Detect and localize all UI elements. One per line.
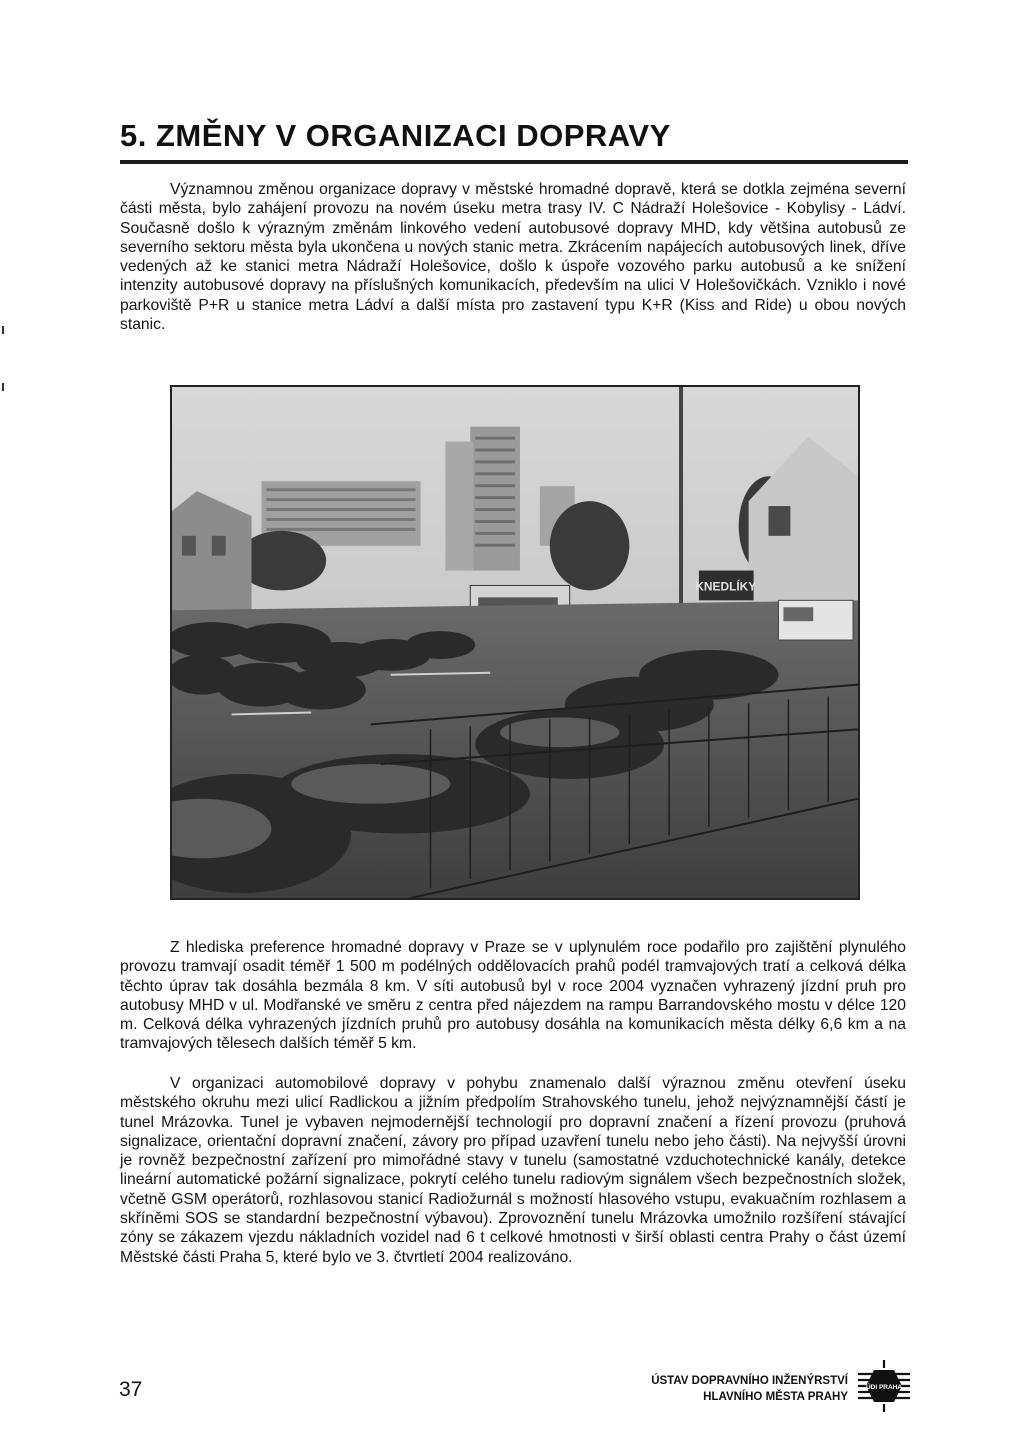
scan-mark bbox=[2, 326, 4, 334]
parking-lot-photo bbox=[170, 385, 860, 900]
scan-mark bbox=[2, 383, 4, 391]
paragraph-metro-changes: Významnou změnou organizace dopravy v městské hromadné dopravě, která se dotkla zejména severní části města, bylo zahájení provozu na novém úseku metra trasy IV. C Nádraží Holešovice - Kobylisy - Ládví. Současně došlo k výrazným změnám linkového vedení autobusové dopravy MHD, kdy většina autobusů ze severního sektoru města byla ukončena u nových stanic metra. Zkrácením napájecích autobusových linek, dříve vedených až ke stanici metra Nádraží Holešovice, došlo k úspoře vozového parku autobusů a ke snížení intenzity autobusové dopravy na příslušných komunikacích, především na ulici V Holešovičkách. Vzniklo i nové parkoviště P+R u stanice metra Ládví a další místa pro zastavení typu K+R (Kiss and Ride) u obou nových stanic. bbox=[120, 181, 906, 334]
udi-logo-icon bbox=[856, 1358, 912, 1414]
photo-illustration bbox=[172, 387, 858, 898]
section-heading: 5. ZMĚNY V ORGANIZACI DOPRAVY bbox=[120, 118, 671, 153]
page-number: 37 bbox=[119, 1378, 143, 1401]
footer-organization bbox=[620, 1373, 848, 1405]
footer-org-line-2: HLAVNÍHO MĚSTA PRAHY bbox=[703, 1391, 848, 1403]
heading-rule bbox=[120, 160, 908, 164]
logo-text: ÚDI PRAHA bbox=[865, 1384, 903, 1391]
paragraph-public-transport-preference: Z hlediska preference hromadné dopravy v Praze se v uplynulém roce podařilo pro zajištění plynulého provozu tramvají osadit téměř 1 500 m podélných oddělovacích prahů podél tramvajových tratí a celková délka těchto úprav tak dosáhla bezmála 8 km. V síti autobusů byl v roce 2004 vyznačen vyhrazený jízdní pruh pro autobusy MHD v ul. Modřanské ve směru z centra před nájezdem na rampu Barrandovského mostu v délce 120 m. Celková délka vyhrazených jízdních pruhů pro autobusy dosáhla na komunikacích města délky 6,6 km a na tramvajových tělesech dalších téměř 5 km. bbox=[120, 939, 906, 1053]
paragraph-car-traffic: V organizaci automobilové dopravy v pohybu znamenalo další výraznou změnu otevření úseku městského okruhu mezi ulicí Radlickou a jižním předpolím Strahovského tunelu, jehož nejvýznamnější částí je tunel Mrázovka. Tunel je vybaven nejmodernější technologií pro dopravní značení a řízení provozu (pruhová signalizace, orientační dopravní značení, závory pro případ uzavření tunelu nebo jeho části). Na nejvyšší úrovni je rovněž bezpečnostní zařízení pro mimořádné stavy v tunelu (samostatné vzduchotechnické kanály, detekce lineární automatické požární signalizace, pokrytí celého tunelu radiovým signálem všech bezpečnostních složek, včetně GSM operátorů, rozhlasovou stanicí Radiožurnál s možností hlasového vstupu, evakuačním rozhlasem a skříněmi SOS se standardní bezpečnostní výbavou). Zprovoznění tunelu Mrázovka umožnilo rozšíření stávající zóny se zákazem vjezdu nákladních vozidel nad 6 t celkové hmotnosti v širší oblasti centra Prahy o část území Městské části Praha 5, které bylo ve 3. čtvrtletí 2004 realizováno. bbox=[120, 1075, 906, 1266]
footer-org-line-1: ÚSTAV DOPRAVNÍHO INŽENÝRSTVÍ bbox=[651, 1375, 848, 1387]
store-sign-text: KNEDLÍKY bbox=[695, 579, 757, 594]
